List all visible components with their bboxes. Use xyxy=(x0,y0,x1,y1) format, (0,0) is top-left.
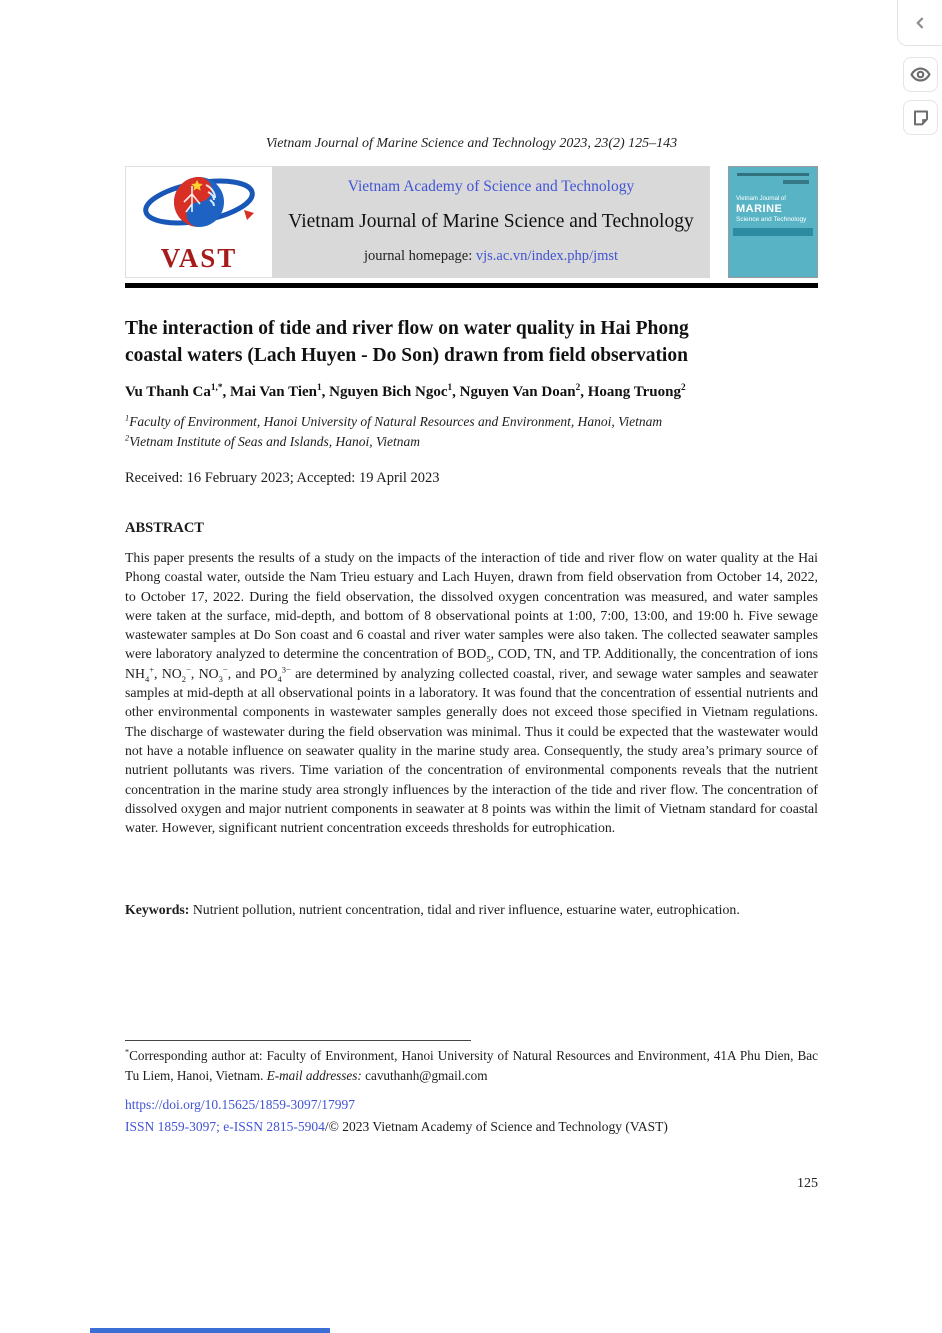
affiliations xyxy=(125,412,818,452)
cover-band xyxy=(733,228,813,236)
eye-icon xyxy=(910,64,931,85)
homepage-link[interactable]: vjs.ac.vn/index.php/jmst xyxy=(475,248,619,264)
banner-rule xyxy=(125,283,818,288)
keywords-text: Nutrient pollution, nutrient concentration, tidal and river influence, estuarine water, eutrophication. xyxy=(189,902,740,917)
doi-link[interactable]: https://doi.org/10.15625/1859-3097/17997 xyxy=(125,1097,356,1112)
journal-name: Vietnam Journal of Marine Science and Technology xyxy=(288,211,694,232)
copyright-text: /© 2023 Vietnam Academy of Science and Technology (VAST) xyxy=(324,1119,668,1134)
page-number: 125 xyxy=(797,1176,818,1191)
scroll-progress-bar xyxy=(90,1328,330,1333)
academy-name: Vietnam Academy of Science and Technology xyxy=(347,178,635,195)
authors-line: Vu Thanh $Ca^{1,*}$, Mai Van Tien$^1$, Nguyen Bich Ngoc$^1$, Nguyen Van Doan$^2$, Hoang Truong$^2$ xyxy=(125,383,686,400)
banner-center xyxy=(272,166,710,278)
cover-line: Science and Technology xyxy=(736,216,807,223)
cover-title: MARINE xyxy=(736,203,783,215)
vast-globe-icon xyxy=(140,172,258,244)
issn-line xyxy=(125,1119,818,1135)
footnote-divider xyxy=(125,1040,471,1041)
view-options-button[interactable] xyxy=(903,57,938,92)
affiliation-1: $^1$Faculty of Environment, Hanoi University of Natural Resources and Environment, Hanoi, Vietnam xyxy=(125,413,663,429)
abstract-text: This paper presents the results of a study on the impacts of the interaction of tide and river flow on water quality at the Hai Phong coastal water, outside the Nam Trieu estuary and Lach Huyen, drawn from field observation from October 14, 2022, to October 17, 2022. During the field observation, the dissolved oxygen concentration was measured, and water samples were taken at the surface, mid-depth, and bottom of 8 observational points at 1:00, 7:00, 13:00, and 19:00 h. Five sewage wastewater samples at Do Son coast and 6 coastal and river water samples were also taken. The collected seawater samples were laboratory analyzed to determine the concentration of $BOD_5$, COD, TN, and TP. Additionally, the concentration of ions $NH_4^+$, $NO_2^-$, $NO_3^-$, and $PO_4^{3-}$ are determined by analyzing collected coastal, river, and sewage water samples and seawater samples at mid-depth at all observational points in a laboratory. It was found that the concentration of essential nutrients and other environmental components in wastewater samples generally does not exceed those specified in Vietnam regulations. The discharge of wastewater during the field observation was minimal. Thus it could be expected that the wastewater would not have a notable influence on seawater quality in the marine study area. Consequently, the study area’s primary source of nutrient pollutants was rivers. Time variation of the concentration of environmental components reveals that the nutrient concentration in the marine study area strongly influences by the interaction of the tide and river flow. The concentration of dissolved oxygen and major nutrient components in seawater at 8 points was within the limit of Vietnam standard for coastal water. However, significant nutrient concentration exceeds thresholds for eutrophication. xyxy=(125,550,819,836)
cover-small-text xyxy=(737,173,809,176)
cover-line: Vietnam Journal of xyxy=(736,196,786,202)
corresponding-author-footnote: *Corresponding author at: Faculty of Environment, Hanoi University of Natural Resources and Environment, 41A Phu Dien, Bac Tu Liem, Hanoi, Vietnam. E-mail addresses: cavuthanh@gmail.com xyxy=(125,1047,818,1083)
journal-homepage xyxy=(364,248,618,265)
issn-link[interactable]: ISSN 1859-3097; e-ISSN 2815-5904 xyxy=(125,1119,325,1134)
article-title xyxy=(125,315,818,369)
collapse-panel-button[interactable] xyxy=(897,0,942,46)
banner-gap xyxy=(710,166,728,278)
vast-logo xyxy=(125,166,272,278)
received-accepted-line: Received: 16 February 2023; Accepted: 19 April 2023 xyxy=(125,470,440,486)
vast-logo-text: VAST xyxy=(160,243,238,273)
journal-banner xyxy=(125,166,818,278)
abstract-heading: ABSTRACT xyxy=(125,520,204,536)
chevron-left-icon xyxy=(912,15,928,31)
running-head: Vietnam Journal of Marine Science and Technology 2023, 23(2) 125–143 xyxy=(265,136,678,151)
cover-issue-text xyxy=(783,180,809,184)
journal-cover-thumbnail xyxy=(728,166,818,278)
note-icon xyxy=(911,108,931,128)
title-line-1: The interaction of tide and river flow on water quality in Hai Phong xyxy=(125,318,689,339)
keywords-label: Keywords: xyxy=(125,902,190,917)
affiliation-2: $^2$Vietnam Institute of Seas and Islands, Hanoi, Vietnam xyxy=(125,433,421,449)
add-note-button[interactable] xyxy=(903,100,938,135)
title-line-2: coastal waters (Lach Huyen - Do Son) drawn from field observation xyxy=(125,345,688,366)
keywords-line xyxy=(125,902,818,918)
doi-line xyxy=(125,1097,818,1113)
homepage-label: journal homepage: xyxy=(363,248,476,264)
